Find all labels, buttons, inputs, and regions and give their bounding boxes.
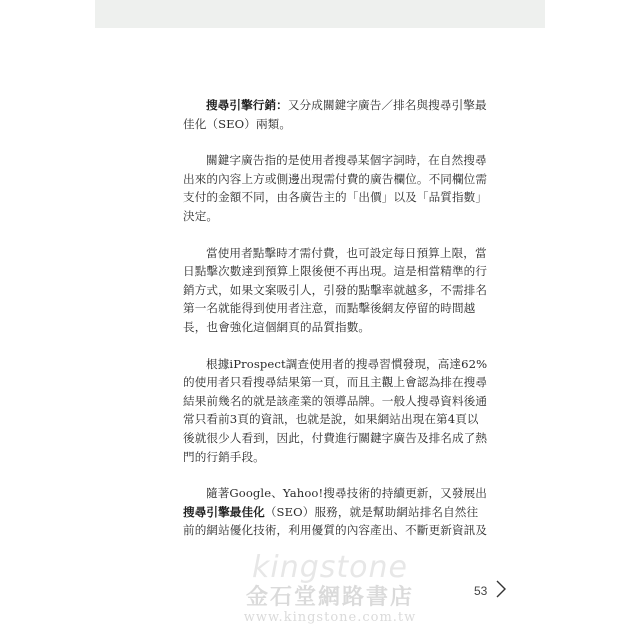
paragraph-5 [183,484,488,540]
paragraph-4 [183,355,488,467]
paragraph-1 [183,96,487,133]
term-search-engine-marketing: 搜尋引擎行銷： [206,98,288,112]
text-line: 搜尋引擎最佳化（SEO）服務，就是幫助網站排名自然往 [183,504,479,519]
text-line: 出來的內容上方或側邊出現需付費的廣告欄位。不同欄位需 [183,171,488,186]
top-band [95,0,545,28]
watermark [200,552,460,640]
text-line: 前的網站優化技術，利用優質的內容產出、不斷更新資訊及 [183,523,488,538]
text-line: 當使用者點擊時才需付費，也可設定每日預算上限，當 [206,245,487,260]
text-line: 常只看前3頁的資訊，也就是說，如果網站出現在第4頁以 [183,412,479,427]
chevron-right-icon[interactable] [494,579,508,599]
watermark-url: www.kingstone.com.tw [243,610,417,625]
text-line: 後就很少人看到，因此，付費進行關鍵字廣告及排名成了熱 [183,430,488,445]
text-line: 的使用者只看搜尋結果第一頁，而且主觀上會認為排在搜尋 [183,375,488,390]
watermark-latin: kingstone [252,550,408,585]
text-line: 日點擊次數達到預算上限後便不再出現。這是相當精準的行 [183,264,488,279]
page-number: 53 [474,584,488,598]
text-line: 銷方式，如果文案吸引人，引發的點擊率就越多，不需排名 [183,282,488,297]
text-line: 搜尋引擎行銷：又分成關鍵字廣告／排名與搜尋引擎最 [206,98,487,112]
paragraph-3 [183,244,488,337]
watermark-brand: 金石堂網路書店 [245,584,414,610]
text-line: 門的行銷手段。 [183,449,265,464]
term-seo: 搜尋引擎最佳化 [183,504,265,519]
paragraph-2 [183,151,488,225]
text-line: 根據iProspect調查使用者的搜尋習慣發現，高達62% [206,356,488,371]
text-line: 隨著Google、Yahoo!搜尋技術的持續更新，又發展出 [206,486,487,501]
text-line: 佳化（SEO）兩類。 [183,116,292,131]
text-line: 決定。 [183,208,219,223]
page-body [183,96,488,558]
text-line: 結果前幾名的就是該產業的領導品牌。一般人搜尋資料後通 [183,393,488,408]
text-line: 第一名就能得到使用者注意，而點擊後網友停留的時間越 [183,301,476,316]
text-line: 長，也會強化這個網頁的品質指數。 [183,319,371,334]
text-line: 支付的金額不同，由各廣告主的「出價」以及「品質指數」 [183,190,488,205]
text-line: 關鍵字廣告指的是使用者搜尋某個字詞時，在自然搜尋 [206,153,487,168]
